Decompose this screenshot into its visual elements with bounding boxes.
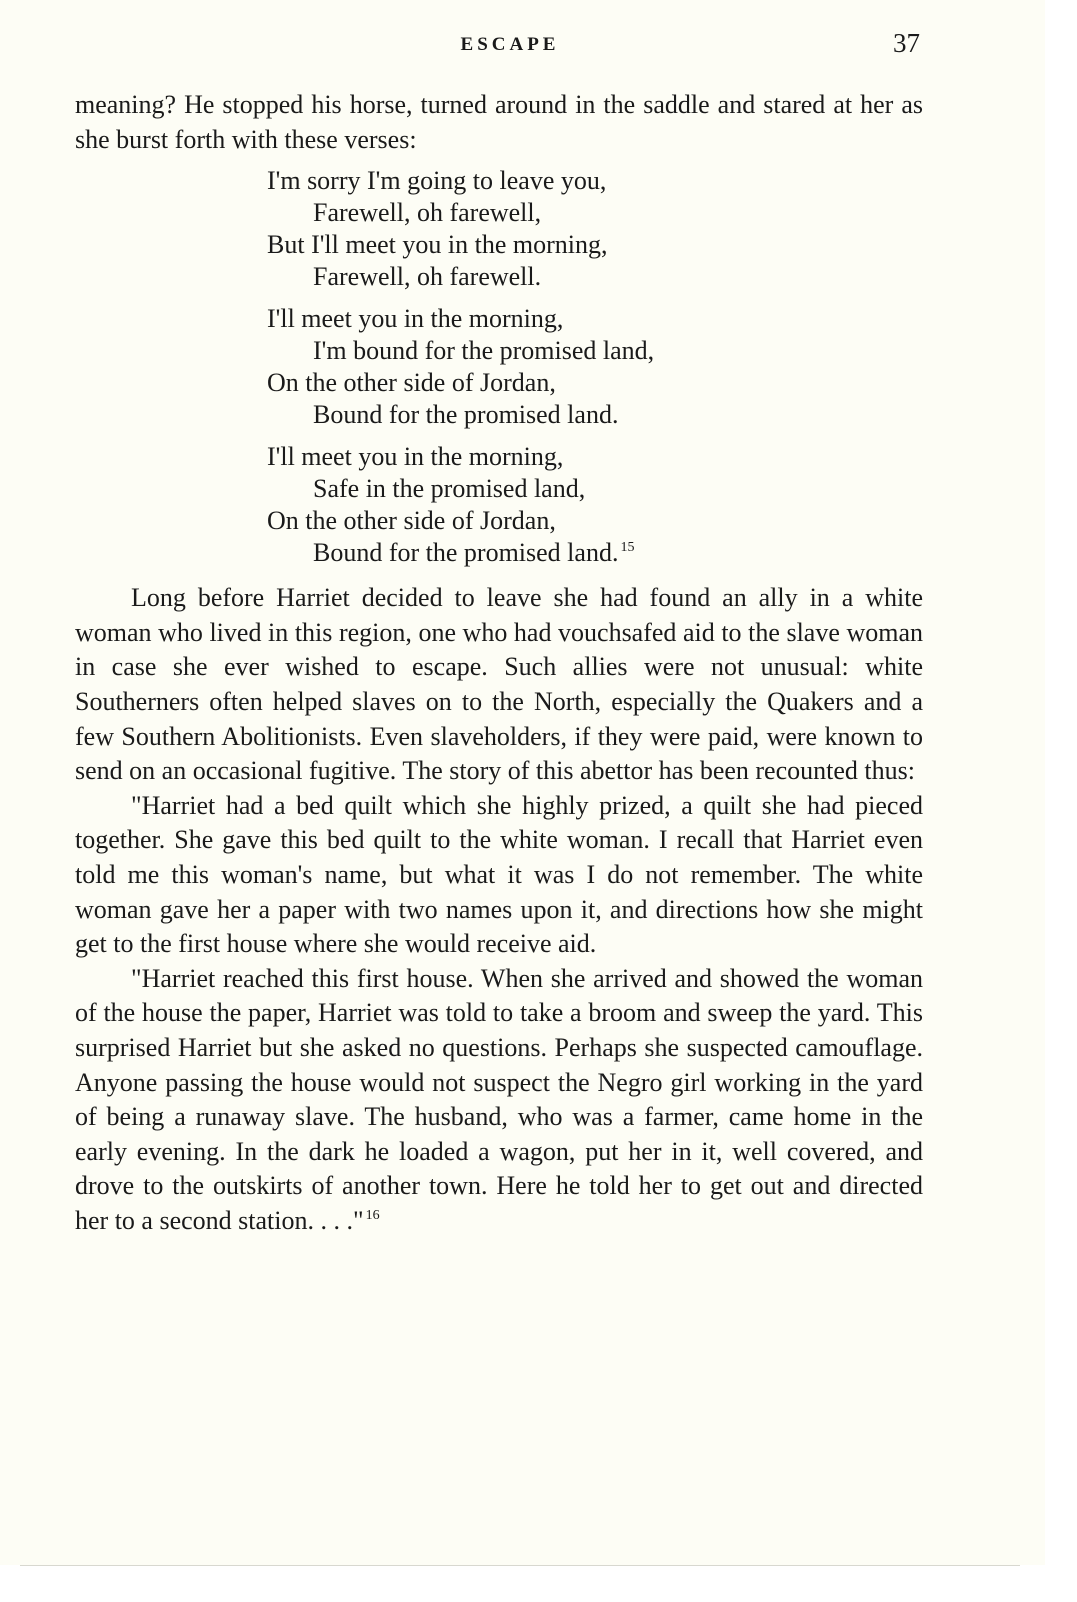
page-edge-line [20, 1565, 1020, 1566]
stanza-2 [267, 303, 923, 431]
footnote-ref-16: 16 [365, 1207, 380, 1223]
footnote-ref-15: 15 [620, 540, 635, 556]
paragraph-quilt: "Harriet had a bed quilt which she highly prized, a quilt she had pieced together. She gave this bed quilt to the white woman. I recall that Harriet even told me this woman's name, but what it was I do not remember. The white woman gave her a paper with two names upon it, and directions how she might get to the first house where she would receive aid. [75, 790, 923, 959]
body-text [75, 88, 923, 1238]
verse-line: Farewell, oh farewell. [313, 262, 542, 292]
verse-line: I'm bound for the promised land, [313, 336, 655, 366]
verse-line-text: Bound for the promised land. [313, 538, 619, 568]
song-verses [75, 165, 923, 569]
verse-line: Safe in the promised land, [313, 474, 586, 504]
verse-line: Farewell, oh farewell, [313, 198, 542, 228]
verse-line: I'm sorry I'm going to leave you, [267, 166, 607, 196]
page-number: 37 [893, 28, 920, 58]
verse-line: I'll meet you in the morning, [267, 442, 564, 472]
chapter-title: ESCAPE [460, 34, 560, 55]
paragraph-first-house [75, 962, 923, 1239]
stanza-3 [267, 441, 923, 569]
verse-line: On the other side of Jordan, [267, 506, 556, 536]
stanza-1 [267, 165, 923, 293]
verse-line-last [267, 537, 923, 569]
paragraph-first-house-text: "Harriet reached this first house. When she arrived and showed the woman of the house the paper, Harriet was told to take a broom and sweep the yard. This surprised Harriet but she asked no questions. Perhaps she suspected camouflage. Anyone passing the house would not suspect the Negro girl working in the yard of being a runaway slave. The husband, who was a farmer, came home in the early evening. In the dark he loaded a wagon, put her in it, well covered, and drove to the outskirts of another town. Here he told her to get out and directed her to a second station. . . ." [75, 963, 923, 1235]
paragraph-ally: Long before Harriet decided to leave she had found an ally in a white woman who lived in this region, one who had vouchsafed aid to the slave woman in case she ever wished to escape. Such allies were not unusual: white Southerners often helped slaves on to the North, especially the Quakers and a few Southern Abolitionists. Even slaveholders, if they were paid, were known to send on an occasional fugitive. The story of this abettor has been recounted thus: [75, 583, 923, 786]
running-head [0, 28, 1045, 64]
verse-line: I'll meet you in the morning, [267, 304, 564, 334]
verse-line: On the other side of Jordan, [267, 368, 556, 398]
verse-line: But I'll meet you in the morning, [267, 230, 608, 260]
verse-line: Bound for the promised land. [313, 400, 619, 430]
paragraph-continuation: meaning? He stopped his horse, turned around in the saddle and stared at her as she burst forth with these verses: [75, 90, 923, 154]
